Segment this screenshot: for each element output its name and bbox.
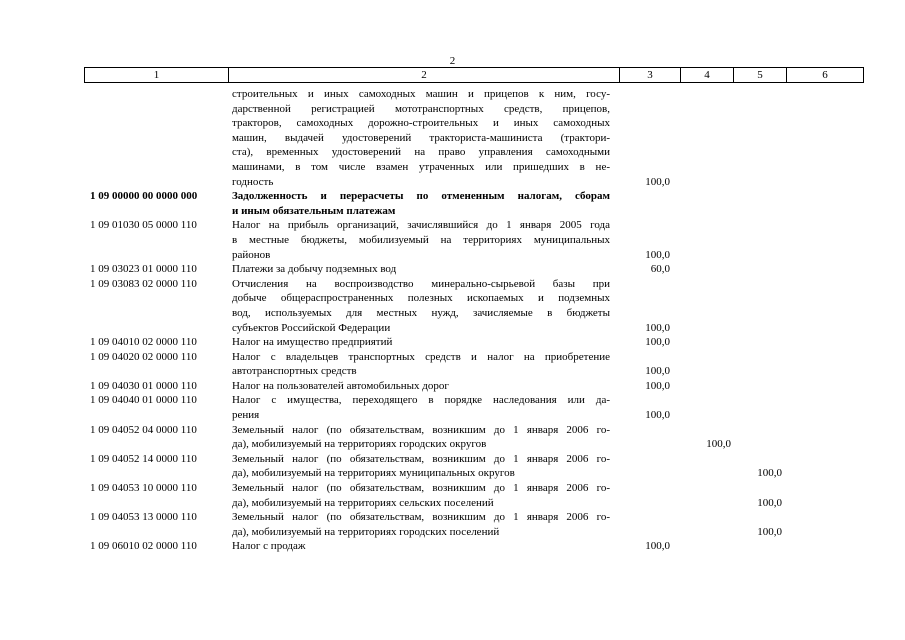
value-col-5: 100,0	[757, 525, 782, 538]
value-col-5: 100,0	[757, 467, 782, 480]
description-line: Налог на прибыль организаций, зачислявшийся до 1 января 2005 года	[232, 219, 610, 232]
description-line: ста), временных удостоверений на право управления самоходными	[232, 146, 610, 159]
row-description	[232, 189, 610, 218]
row-description	[232, 350, 610, 379]
value-col-3: 100,0	[645, 365, 670, 378]
row-code: 1 09 04020 02 0000 110	[90, 350, 197, 363]
value-col-3: 100,0	[645, 379, 670, 392]
row-description	[232, 277, 610, 335]
description-line: добыче общераспространенных полезных ископаемых и подземных	[232, 292, 610, 305]
table-row	[0, 218, 905, 262]
description-line: строительных и иных самоходных машин и прицепов к ним, госу-	[232, 88, 610, 100]
row-code: 1 09 00000 00 0000 000	[90, 190, 198, 203]
description-line: субъектов Российской Федерации	[232, 321, 391, 334]
row-description	[232, 539, 610, 554]
row-description	[232, 423, 610, 452]
row-code: 1 09 04053 13 0000 110	[90, 511, 197, 524]
value-col-3: 100,0	[645, 540, 670, 553]
row-code: 1 09 03023 01 0000 110	[90, 263, 197, 276]
page-number: 2	[449, 55, 456, 67]
row-description	[232, 452, 610, 481]
table-row	[0, 335, 905, 350]
description-line: и иным обязательным платежам	[232, 204, 396, 217]
value-col-4: 100,0	[706, 438, 731, 451]
column-header-3: 3	[620, 68, 681, 83]
description-line: Земельный налог (по обязательствам, возникшим до 1 января 2006 го-	[232, 511, 610, 524]
description-line: да), мобилизуемый на территориях муниципальных округов	[232, 467, 515, 480]
row-description	[232, 335, 610, 350]
table-row	[0, 423, 905, 452]
row-code: 1 09 01030 05 0000 110	[90, 219, 197, 232]
table-row	[0, 481, 905, 510]
table-row	[0, 350, 905, 379]
description-line: Отчисления на воспроизводство минерально-сырьевой базы при	[232, 277, 610, 290]
value-col-5: 100,0	[757, 496, 782, 509]
row-code: 1 09 04052 14 0000 110	[90, 452, 197, 465]
value-col-3: 100,0	[645, 175, 670, 188]
table-row	[0, 87, 905, 189]
table-body	[0, 87, 905, 554]
description-line: Земельный налог (по обязательствам, возникшим до 1 января 2006 го-	[232, 452, 610, 465]
description-line: автотранспортных средств	[232, 365, 357, 378]
column-header-5: 5	[734, 68, 787, 83]
description-line: Земельный налог (по обязательствам, возникшим до 1 января 2006 го-	[232, 482, 610, 495]
description-line: да), мобилизуемый на территориях городских поселений	[232, 525, 500, 538]
description-line: Платежи за добычу подземных вод	[232, 263, 397, 276]
row-code: 1 09 04030 01 0000 110	[90, 379, 197, 392]
description-line: Задолженность и перерасчеты по отмененным налогам, сборам	[232, 190, 610, 203]
description-line: Налог с имущества, переходящего в порядке наследования или да-	[232, 394, 610, 407]
description-line: годность	[232, 175, 274, 188]
description-line: да), мобилизуемый на территориях городских округов	[232, 438, 487, 451]
row-description	[232, 379, 610, 394]
table-row	[0, 539, 905, 554]
row-description	[232, 393, 610, 422]
value-col-3: 60,0	[650, 263, 670, 276]
row-code: 1 09 06010 02 0000 110	[90, 540, 197, 553]
column-header-row	[84, 67, 864, 83]
description-line: тракторов, самоходных дорожно-строительных и иных самоходных	[232, 117, 610, 130]
row-description	[232, 481, 610, 510]
description-line: в местные бюджеты, мобилизуемый на территориях муниципальных	[232, 233, 610, 246]
column-header-1: 1	[85, 68, 229, 83]
row-code: 1 09 04010 02 0000 110	[90, 336, 197, 349]
row-code: 1 09 04053 10 0000 110	[90, 482, 197, 495]
description-line: Налог на имущество предприятий	[232, 336, 393, 349]
column-header-6: 6	[787, 68, 864, 83]
value-col-3: 100,0	[645, 321, 670, 334]
description-line: машинами, в том числе взамен утраченных или пришедших в не-	[232, 160, 610, 173]
column-header-2: 2	[229, 68, 620, 83]
value-col-3: 100,0	[645, 409, 670, 422]
description-line: дарственной регистрацией мототранспортных средств, прицепов,	[232, 102, 610, 115]
description-line: рения	[232, 409, 260, 422]
row-code: 1 09 03083 02 0000 110	[90, 277, 197, 290]
table-row	[0, 393, 905, 422]
row-code: 1 09 04052 04 0000 110	[90, 423, 197, 436]
description-line: районов	[232, 248, 271, 261]
table-row	[0, 277, 905, 335]
description-line: машин, выдачей удостоверений тракториста-машиниста (трактори-	[232, 131, 610, 144]
table-row	[0, 379, 905, 394]
table-row	[0, 189, 905, 218]
description-line: вод, используемых для местных нужд, зачисляемые в бюджеты	[232, 306, 610, 319]
value-col-3: 100,0	[645, 336, 670, 349]
row-description	[232, 262, 610, 277]
column-header-4: 4	[681, 68, 734, 83]
table-row	[0, 510, 905, 539]
row-description	[232, 218, 610, 262]
description-line: Земельный налог (по обязательствам, возникшим до 1 января 2006 го-	[232, 423, 610, 436]
description-line: Налог с продаж	[232, 540, 306, 553]
description-line: Налог на пользователей автомобильных дорог	[232, 379, 449, 392]
table-row	[0, 452, 905, 481]
value-col-3: 100,0	[645, 248, 670, 261]
row-description	[232, 87, 610, 189]
description-line: да), мобилизуемый на территориях сельских поселений	[232, 496, 494, 509]
row-code: 1 09 04040 01 0000 110	[90, 394, 197, 407]
row-description	[232, 510, 610, 539]
description-line: Налог с владельцев транспортных средств и налог на приобретение	[232, 350, 610, 363]
table-row	[0, 262, 905, 277]
